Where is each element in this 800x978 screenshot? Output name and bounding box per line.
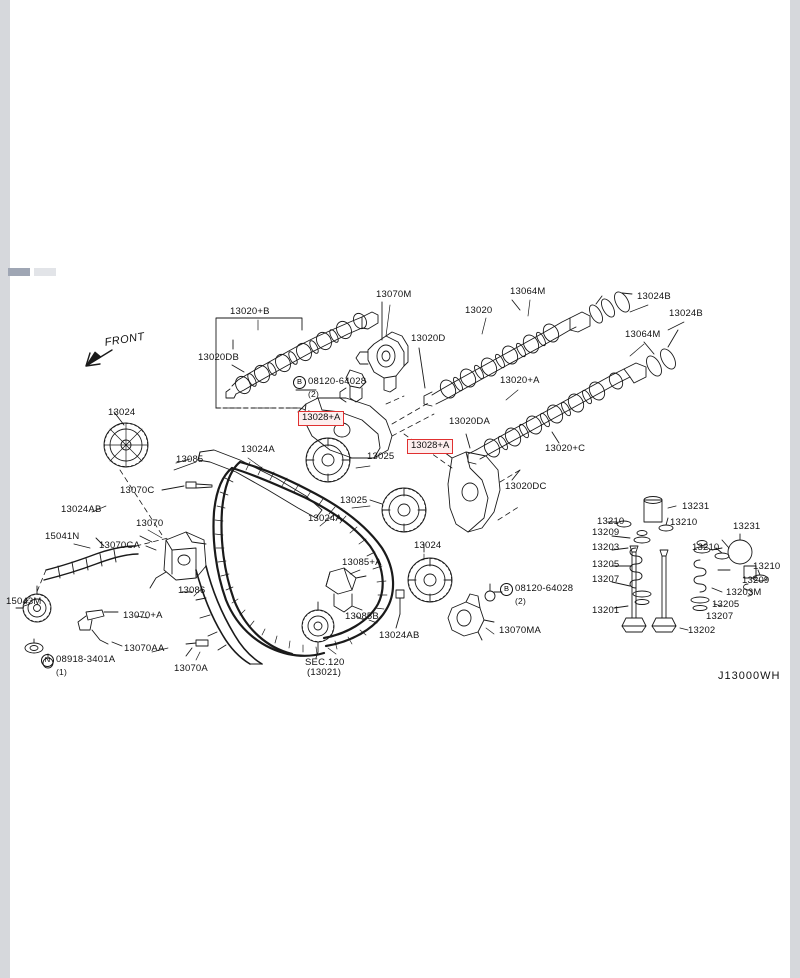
part-label: 15043M [6,596,42,607]
part-label: 13024AB [379,630,420,641]
part-label: (13021) [307,667,342,678]
part-label: 13020+C [545,443,586,454]
fastener-code: 08918-3401A [56,654,116,665]
fastener-mark-icon: B [500,583,513,596]
part-label: 13020+B [230,306,270,317]
fastener-mark-icon: N [41,654,54,667]
part-label: 13210 [753,561,781,572]
part-label: 13209 [592,527,620,538]
drawing-number: J13000WH [718,670,781,682]
part-label: 13070 [136,518,164,529]
part-label: 13020D [411,333,446,344]
part-label: 13201 [592,605,620,616]
part-label: SEC.120 [305,657,345,668]
highlighted-part-label[interactable]: 13028+A [407,439,453,454]
part-label: 13210 [670,517,698,528]
part-label: 13020DC [505,481,547,492]
part-label: 13085B [345,611,379,622]
part-label: 13070M [376,289,412,300]
part-label: 13070AA [124,643,165,654]
part-label: 13210 [692,542,720,553]
part-label: 13210 [597,516,625,527]
fastener-qty: (2) [308,389,319,399]
part-label: 13070+A [123,610,163,621]
part-label: 13024 [108,407,136,418]
part-label: 13024A [308,513,342,524]
part-label: 13207 [592,574,620,585]
fastener-code: 08120-64028 [308,376,367,387]
part-label: 13024AB [61,504,102,515]
part-label: 13020 [465,305,493,316]
part-label: 13070C [120,485,155,496]
part-label: 13231 [733,521,761,532]
part-label: 13020+A [500,375,540,386]
part-label: 13024A [241,444,275,455]
part-label: 13024B [669,308,703,319]
part-label: 13025 [340,495,368,506]
part-label: 13070MA [499,625,542,636]
part-label: 13231 [682,501,710,512]
part-label: 13024 [414,540,442,551]
part-label: 13064M [625,329,661,340]
part-label: 13085+A [342,557,382,568]
part-label: 13209 [742,575,770,586]
fastener-mark-icon: B [293,376,306,389]
part-label: 13205 [592,559,620,570]
part-label: 13070A [174,663,208,674]
fastener-callout [41,654,115,678]
fastener-qty: (1) [56,667,67,677]
part-label: 13086 [178,585,206,596]
fastener-callout [293,376,366,400]
highlighted-part-label[interactable]: 13028+A [298,411,344,426]
part-label: 13070CA [99,540,141,551]
fastener-code: 08120-64028 [515,583,574,594]
part-label: 13020DB [198,352,240,363]
part-label: 13202 [688,625,716,636]
part-label: 13203 [592,542,620,553]
fastener-qty: (2) [515,596,526,606]
part-label: 13024B [637,291,671,302]
part-label: 13205 [712,599,740,610]
fastener-callout [500,583,573,607]
part-label: 13085 [176,454,204,465]
part-label: 13203M [726,587,762,598]
part-label: 13025 [367,451,395,462]
front-orientation-label: FRONT [103,330,146,349]
part-label: 15041N [45,531,80,542]
part-label: 13020DA [449,416,491,427]
part-label: 13207 [706,611,734,622]
part-label: 13064M [510,286,546,297]
